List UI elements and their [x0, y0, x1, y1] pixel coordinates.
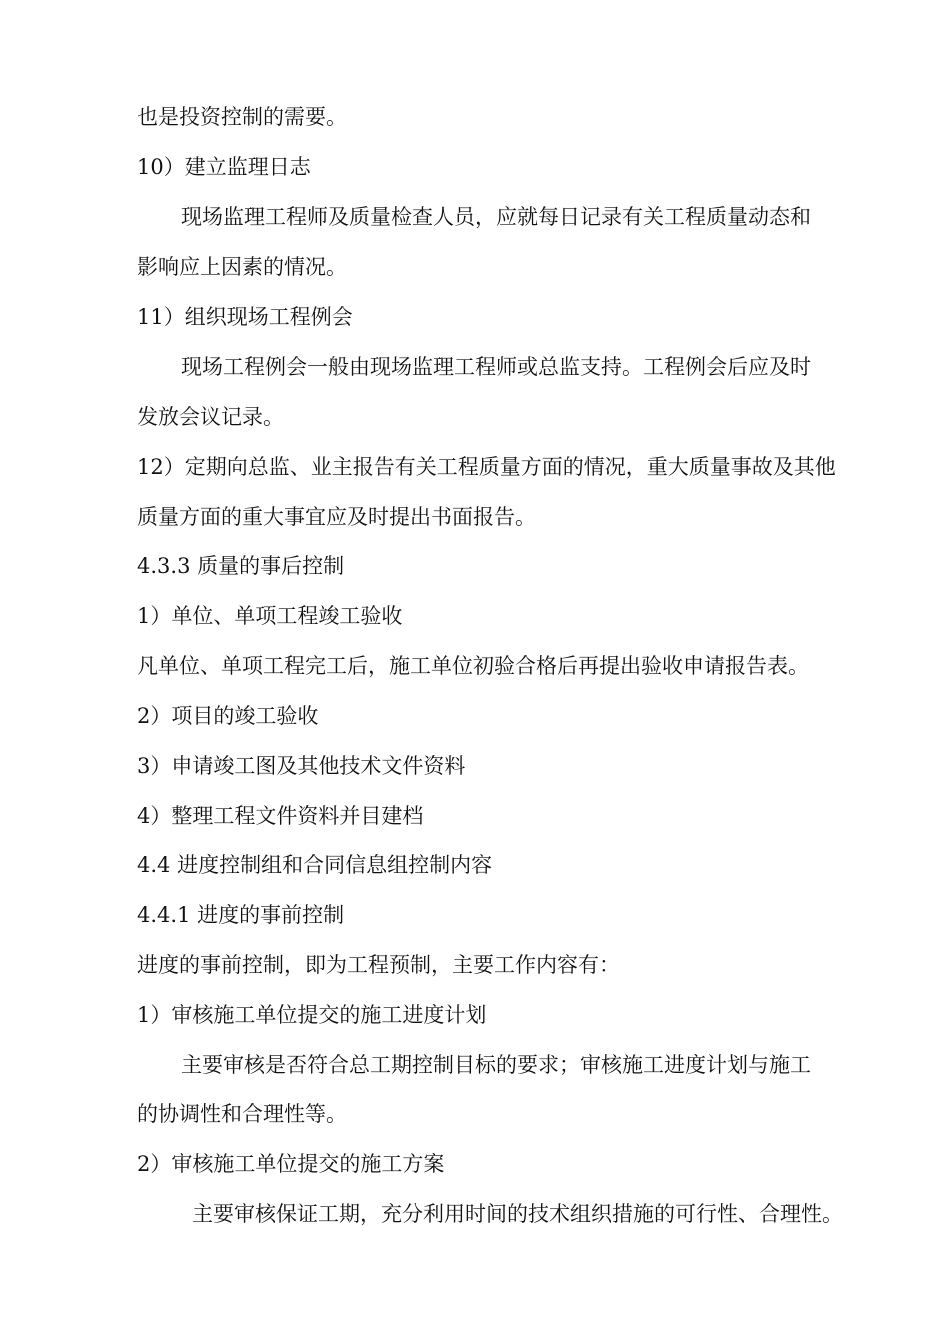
text-line: 现场监理工程师及质量检查人员，应就每日记录有关工程质量动态和	[181, 205, 811, 229]
text-line: 影响应上因素的情况。	[137, 255, 347, 279]
section-heading: 3）申请竣工图及其他技术文件资料	[137, 754, 466, 778]
text-line: 也是投资控制的需要。	[137, 105, 347, 129]
section-heading: 2）审核施工单位提交的施工方案	[137, 1152, 445, 1176]
text-line: 主要审核是否符合总工期控制目标的要求；审核施工进度计划与施工	[181, 1053, 811, 1077]
text-line: 进度的事前控制，即为工程预制，主要工作内容有：	[137, 953, 620, 977]
section-heading: 10）建立监理日志	[137, 155, 311, 179]
text-line: 现场工程例会一般由现场监理工程师或总监支持。工程例会后应及时	[181, 355, 811, 379]
text-line: 12）定期向总监、业主报告有关工程质量方面的情况，重大质量事故及其他	[137, 455, 836, 479]
section-heading: 1）单位、单项工程竣工验收	[137, 604, 403, 628]
section-heading: 4.4.1 进度的事前控制	[137, 903, 345, 927]
text-line: 的协调性和合理性等。	[137, 1102, 347, 1126]
text-line: 凡单位、单项工程完工后，施工单位初验合格后再提出验收申请报告表。	[137, 654, 809, 678]
section-heading: 1）审核施工单位提交的施工进度计划	[137, 1003, 487, 1027]
text-line: 发放会议记录。	[137, 405, 284, 429]
section-heading: 4）整理工程文件资料并目建档	[137, 804, 424, 828]
section-heading: 11）组织现场工程例会	[137, 305, 353, 329]
section-heading: 4.4 进度控制组和合同信息组控制内容	[137, 853, 493, 877]
text-line: 主要审核保证工期，充分利用时间的技术组织措施的可行性、合理性。	[192, 1202, 843, 1226]
section-heading: 2）项目的竣工验收	[137, 704, 319, 728]
text-line: 质量方面的重大事宜应及时提出书面报告。	[137, 505, 536, 529]
section-heading: 4.3.3 质量的事后控制	[137, 554, 345, 578]
